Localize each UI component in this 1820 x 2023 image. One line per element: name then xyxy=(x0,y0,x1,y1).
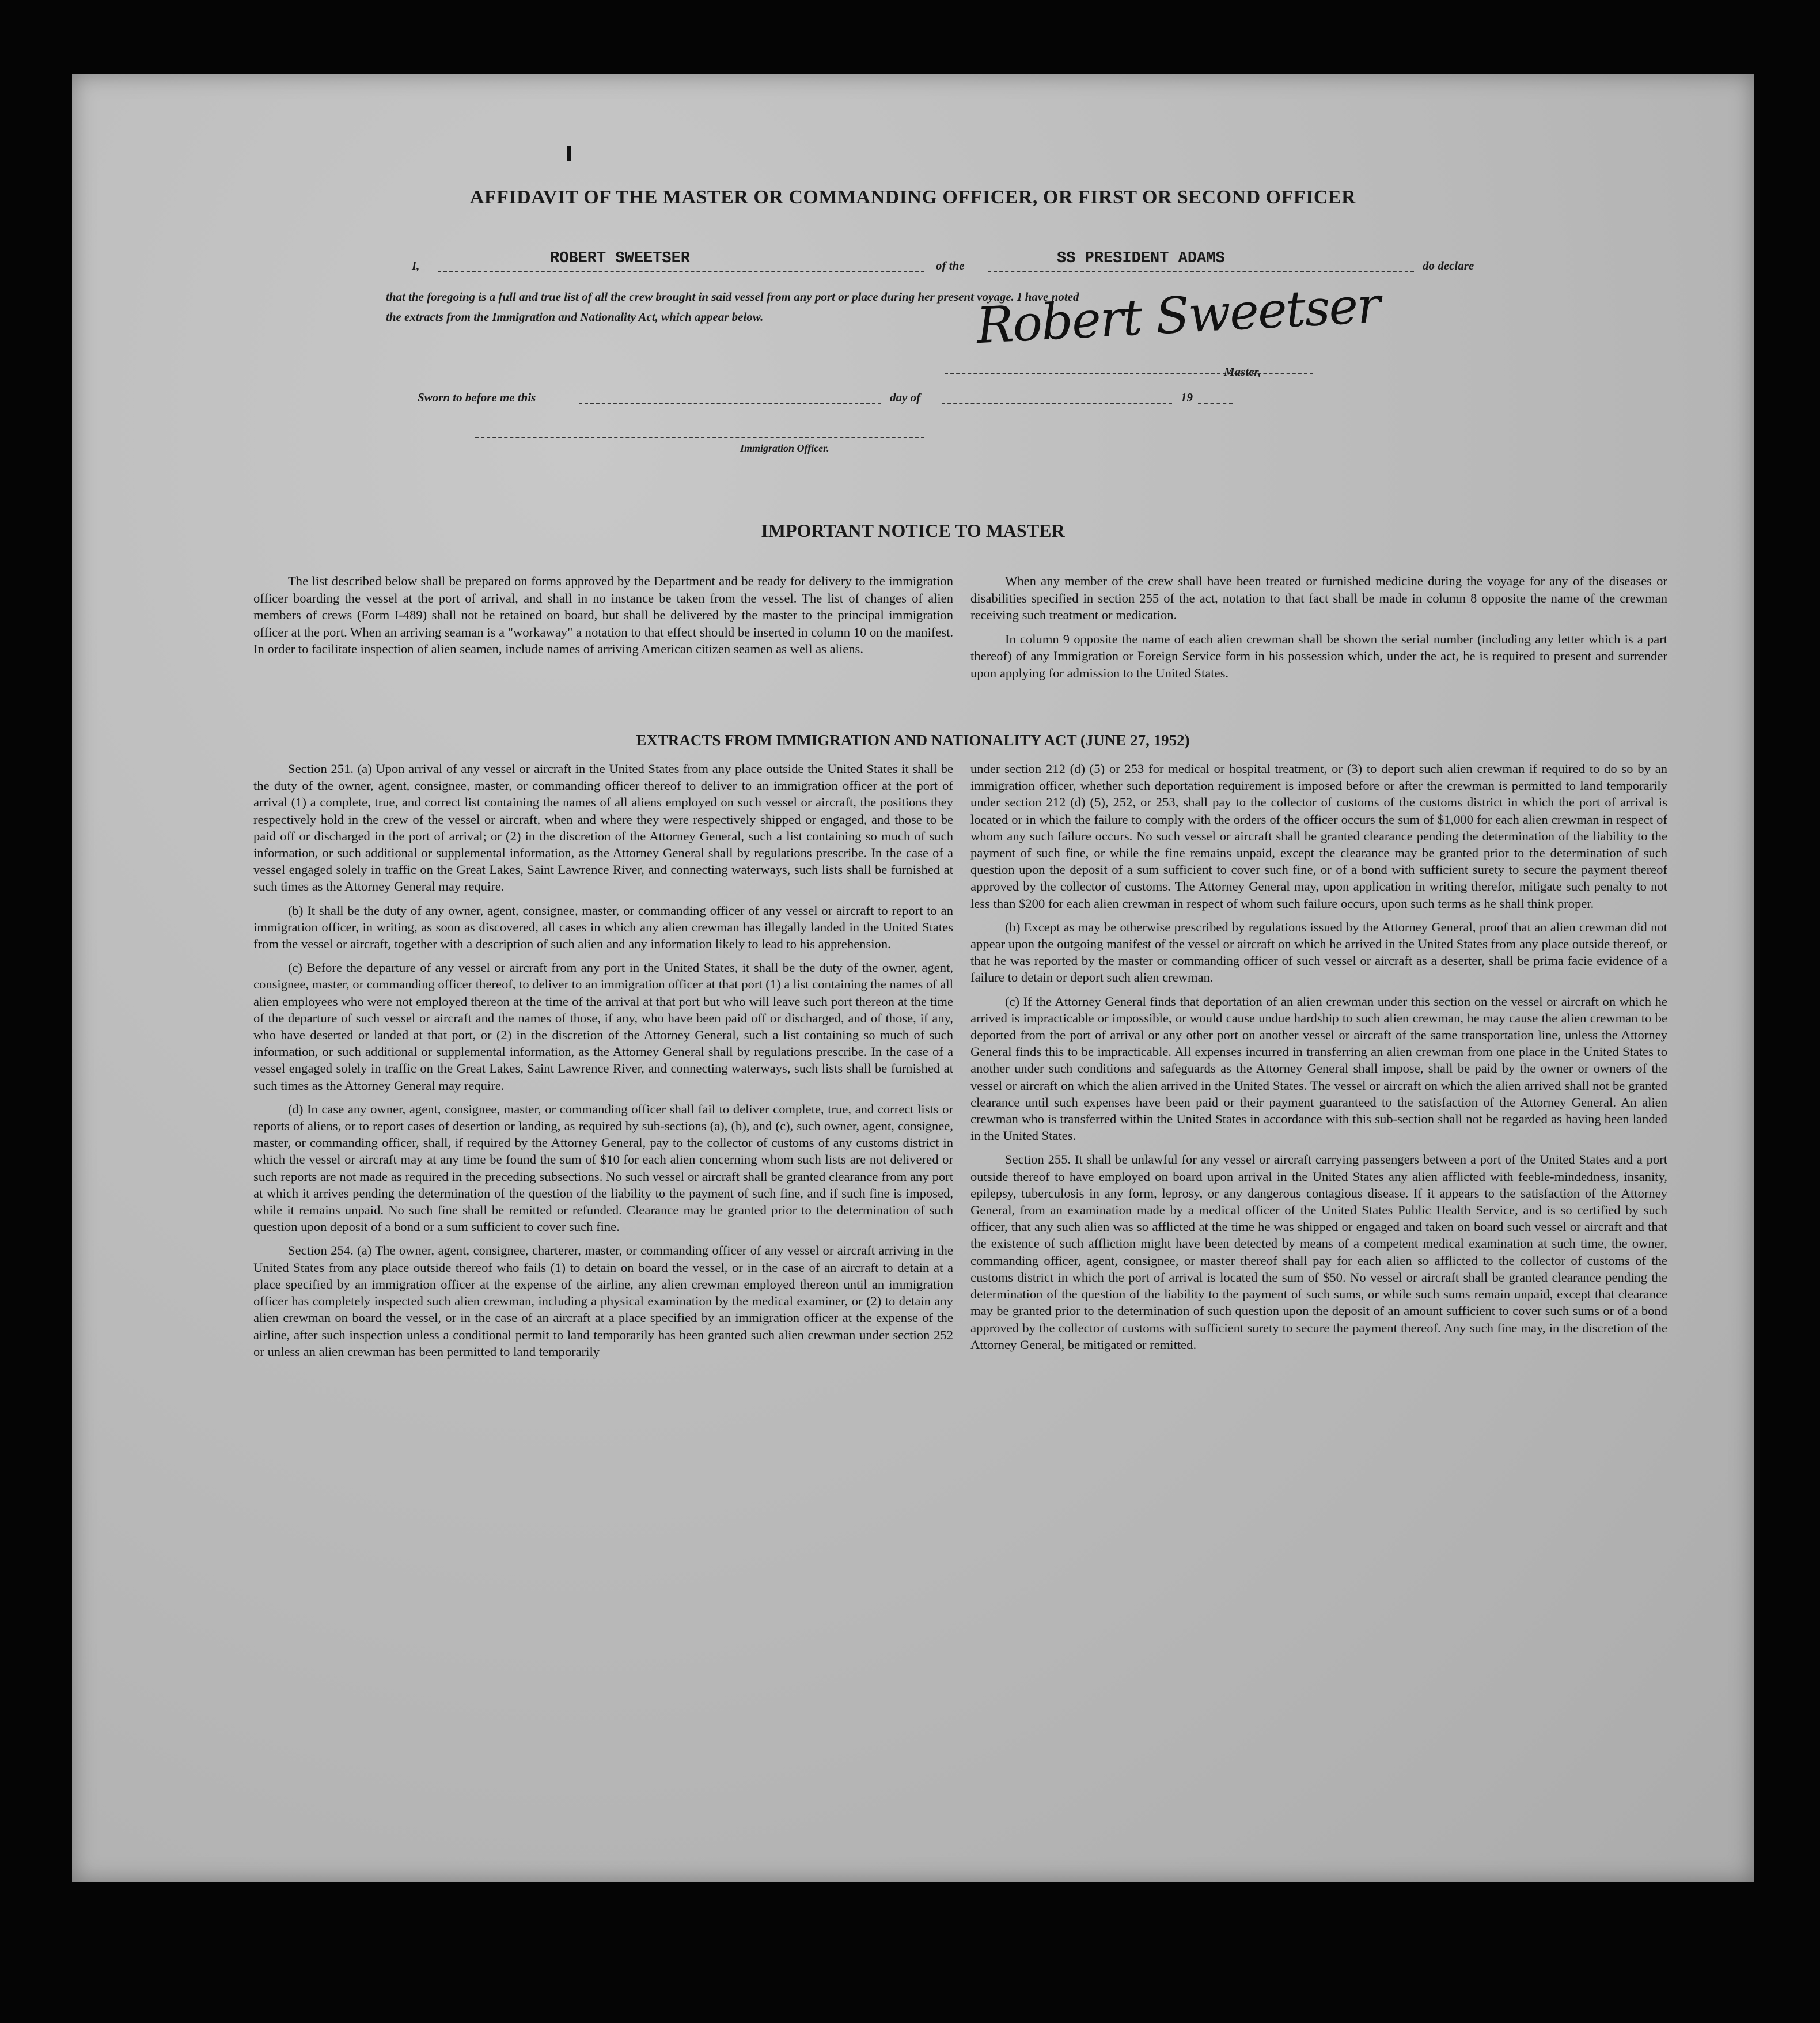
film-mark xyxy=(567,146,571,161)
vessel-underline xyxy=(988,271,1414,272)
notice-right-paragraph-2: In column 9 opposite the name of each alien crewman shall be shown the serial number (including any letter which is a part thereof) of any Immigration or Foreign Service form in his possession which, under the act, he is required to present and surrender upon applying for admission to the United States. xyxy=(970,631,1667,680)
notice-title: IMPORTANT NOTICE TO MASTER xyxy=(761,520,1065,541)
month-underline xyxy=(942,403,1172,404)
name-underline xyxy=(438,271,924,272)
immigration-officer-label: Immigration Officer. xyxy=(740,442,829,454)
affidavit-title: AFFIDAVIT OF THE MASTER OR COMMANDING OFFICER, OR FIRST OR SECOND OFFICER xyxy=(469,187,1356,208)
extract-paragraph: under section 212 (d) (5) or 253 for medical or hospital treatment, or (3) to deport such alien crewman if required to do so by an immigration officer, whether such deportation requirement is imposed before or after the crewman is permitted to land temporarily under section 212 (d) (5), 252, or 253, shall pay to the collector of customs of the customs district in which the port of arrival is located or in which the failure to comply with the orders of the officer occurs the sum of $1,000 for each alien crewman in respect of whom any such failure occurs. No such vessel or aircraft shall be granted clearance pending the determination of the liability to the payment of such fine, or while the fine remains unpaid, except the clearance may be granted prior to the determination of such question upon the deposit of a sum sufficient to cover such fine, or of a bond with sufficient surety to secure the payment thereof approved by the collector of customs. The Attorney General may, upon application in writing therefor, mitigate such penalty to not less than $200 for each alien crewman in respect of whom such failure occurs, upon such terms as he shall think proper. xyxy=(970,762,1667,911)
year-underline xyxy=(1198,403,1233,404)
officer-signature-line xyxy=(475,437,924,438)
notice-right-paragraph-1: When any member of the crew shall have been treated or furnished medicine during the voyage for any of the diseases or disabilities specified in section 255 of the act, notation to that fact shall be made in column 8 opposite the name of the crewman receiving such treatment or medication. xyxy=(970,574,1667,622)
vessel-name: SS PRESIDENT ADAMS xyxy=(1057,250,1225,267)
notice-right-column xyxy=(970,573,1667,688)
extract-paragraph: Section 255. It shall be unlawful for any vessel or aircraft carrying passengers between a port of the United States and a port outside thereof to have employed on board upon arrival in the United States any alien afflicted with feeble-mindedness, insanity, epilepsy, tuberculosis in any form, leprosy, or any dangerous contagious disease. If it appears to the satisfaction of the Attorney General, from an examination made by a medical officer of the United States Public Health Service, and is so certified by such officer, that any such alien was so afflicted at the time he was shipped or engaged and taken on board such vessel or aircraft and that the existence of such affliction might have been detected by means of a competent medical examination at such time, the owner, commanding officer, agent, consignee, or master thereof shall pay for each alien so afflicted to the collector of customs of the customs district in which the port of arrival is located the sum of $50. No vessel or aircraft shall be granted clearance pending the determination of the question of the liability to the payment of such sums, or while such sums remain unpaid, except that clearance may be granted prior to the determination of such question upon the deposit of an amount sufficient to cover such sums or of a bond approved by the collector of customs with sufficient surety to secure the payment thereof. Any such fine may, in the discretion of the Attorney General, be mitigated or remitted. xyxy=(970,1152,1667,1352)
extract-paragraph: (b) It shall be the duty of any owner, agent, consignee, master, or commanding officer of any vessel or aircraft to report to an immigration officer, in writing, as soon as discovered, all cases in which any alien crewman has illegally landed in the United States from the vessel or aircraft, together with a description of such alien and any information likely to lead to his apprehension. xyxy=(253,903,953,952)
master-signature: Robert Sweetser xyxy=(975,276,1381,355)
sworn-label: Sworn to before me this xyxy=(418,391,536,404)
master-label: Master, xyxy=(1224,365,1261,378)
extract-paragraph: (c) If the Attorney General finds that deportation of an alien crewman under this section on the vessel or aircraft on which he arrived is impracticable or impossible, or would cause undue hardship to such alien crewman, he may cause the alien crewman to be deported from the port of arrival or any other port on another vessel or aircraft of the same transportation line, unless the Attorney General finds this to be impracticable. All expenses incurred in transferring an alien crewman from one place in the United States to another under such conditions and safeguards as the Attorney General shall impose, shall be paid by the owner or owners of the vessel or aircraft on which the alien arrived in the United States. The vessel or aircraft on which the alien arrived shall not be granted clearance until such expenses have been paid or their payment guaranteed to the satisfaction of the Attorney General. An alien crewman who is transferred within the United States in accordance with this sub-section shall not be regarded as having been landed in the United States. xyxy=(970,994,1667,1143)
day-of-label: day of xyxy=(890,391,921,404)
master-name: ROBERT SWEETSER xyxy=(550,250,691,267)
year-prefix: 19 xyxy=(1181,391,1193,404)
extract-paragraph: Section 251. (a) Upon arrival of any vessel or aircraft in the United States from any place outside the United States it shall be the duty of the owner, agent, consignee, master, or commanding officer thereof to deliver to an immigration officer at the port of arrival (1) a complete, true, and correct list containing the names of all aliens employed on such vessel or aircraft, the positions they respectively hold in the crew of the vessel or aircraft, when and where they were respectively shipped or engaged, and those to be paid off or discharged in the port of arrival; or (2) in the discretion of the Attorney General, such a list containing so much of such information, or such additional or supplemental information, as the Attorney General shall by regulations prescribe. In the case of a vessel engaged solely in traffic on the Great Lakes, Saint Lawrence River, and connecting waterways, such lists shall be furnished at such times as the Attorney General may require. xyxy=(253,762,953,894)
extract-paragraph: (c) Before the departure of any vessel or aircraft from any port in the United States, it shall be the duty of the owner, agent, consignee, master, or commanding officer thereof, to deliver to an immigration officer at that port (1) a list containing the names of all alien employees who were not employed thereon at the time of the arrival at that port but who will leave such port thereon at the time of the departure of such vessel or aircraft and the names of those, if any, who have been paid off or discharged, and of those, if any, who have deserted or landed at that port, or (2) in the discretion of the Attorney General, such a list containing so much of such information, or such additional or supplemental information, as the Attorney General shall by regulations prescribe. In the case of a vessel engaged solely in traffic on the Great Lakes, Saint Lawrence River, and connecting waterways, such lists shall be furnished at such times as the Attorney General may require. xyxy=(253,960,953,1093)
declaration-line-2: the extracts from the Immigration and Nationality Act, which appear below. xyxy=(386,310,764,324)
document-page xyxy=(72,74,1754,1882)
sworn-day-underline xyxy=(579,403,881,404)
extracts-right-column xyxy=(970,760,1667,1360)
notice-left-column xyxy=(253,573,953,665)
extract-paragraph: Section 254. (a) The owner, agent, consignee, charterer, master, or commanding officer of any vessel or aircraft arriving in the United States from any place outside thereof who fails (1) to detain on board the vessel, or in the case of an aircraft to detain at a place specified by an immigration officer at the expense of the airline, any alien crewman employed thereon until an immigration officer has completely inspected such alien crewman, including a physical examination by the medical examiner, or (2) to detain any alien crewman on board the vessel, or in the case of an aircraft at a place specified by an immigration officer at the expense of the airline, after such inspection unless a conditional permit to land temporarily has been granted such alien crewman under section 252 or unless an alien crewman has been permitted to land temporarily xyxy=(253,1243,953,1359)
extract-paragraph: (d) In case any owner, agent, consignee, master, or commanding officer shall fail to deliver complete, true, and correct lists or reports of aliens, or to report cases of desertion or landing, as required by sub-sections (a), (b), and (c), such owner, agent, consignee, master, or commanding officer, shall, if required by the Attorney General, pay to the collector of customs of any customs district in which the vessel or aircraft may at any time be found the sum of $10 for each alien concerning whom such lists are not delivered or such reports are not made as required in the preceding subsections. No such vessel or aircraft shall be granted clearance from any port at which it arrives pending the determination of the question of the liability to the payment of such fine, and if such fine is imposed, while it remains unpaid. No such fine shall be remitted or refunded. Clearance may be granted prior to the determination of such question upon deposit of a bond or a sum sufficient to cover such fine. xyxy=(253,1101,953,1234)
extract-paragraph: (b) Except as may be otherwise prescribed by regulations issued by the Attorney General, proof that an alien crewman did not appear upon the outgoing manifest of the vessel or aircraft on which he arrived in the United States from any place outside thereof, or that he was reported by the master or commanding officer of such vessel or aircraft as a deserter, shall be prima facie evidence of a failure to detain or deport such alien crewman. xyxy=(970,919,1667,985)
do-declare-label: do declare xyxy=(1423,259,1474,272)
notice-left-paragraph: The list described below shall be prepared on forms approved by the Department and be ready for delivery to the immigration officer boarding the vessel at the port of arrival, and shall in no instance be taken from the vessel. The list of changes of alien members of crews (Form I-489) shall not be retained on board, but shall be delivered by the master to the principal immigration officer at the port. When an arriving seaman is a "workaway" a notation to that effect should be inserted in column 10 on the manifest. In order to facilitate inspection of alien seamen, include names of arriving American citizen seamen as well as aliens. xyxy=(253,574,953,656)
declaration-line-1: that the foregoing is a full and true list of all the crew brought in said vessel from any port or place during her present voyage. I have noted xyxy=(386,290,1079,304)
of-the-label: of the xyxy=(936,259,965,272)
extracts-left-column xyxy=(253,760,953,1367)
i-label: I, xyxy=(412,259,420,272)
extracts-title: EXTRACTS FROM IMMIGRATION AND NATIONALITY ACT (JUNE 27, 1952) xyxy=(636,732,1190,749)
